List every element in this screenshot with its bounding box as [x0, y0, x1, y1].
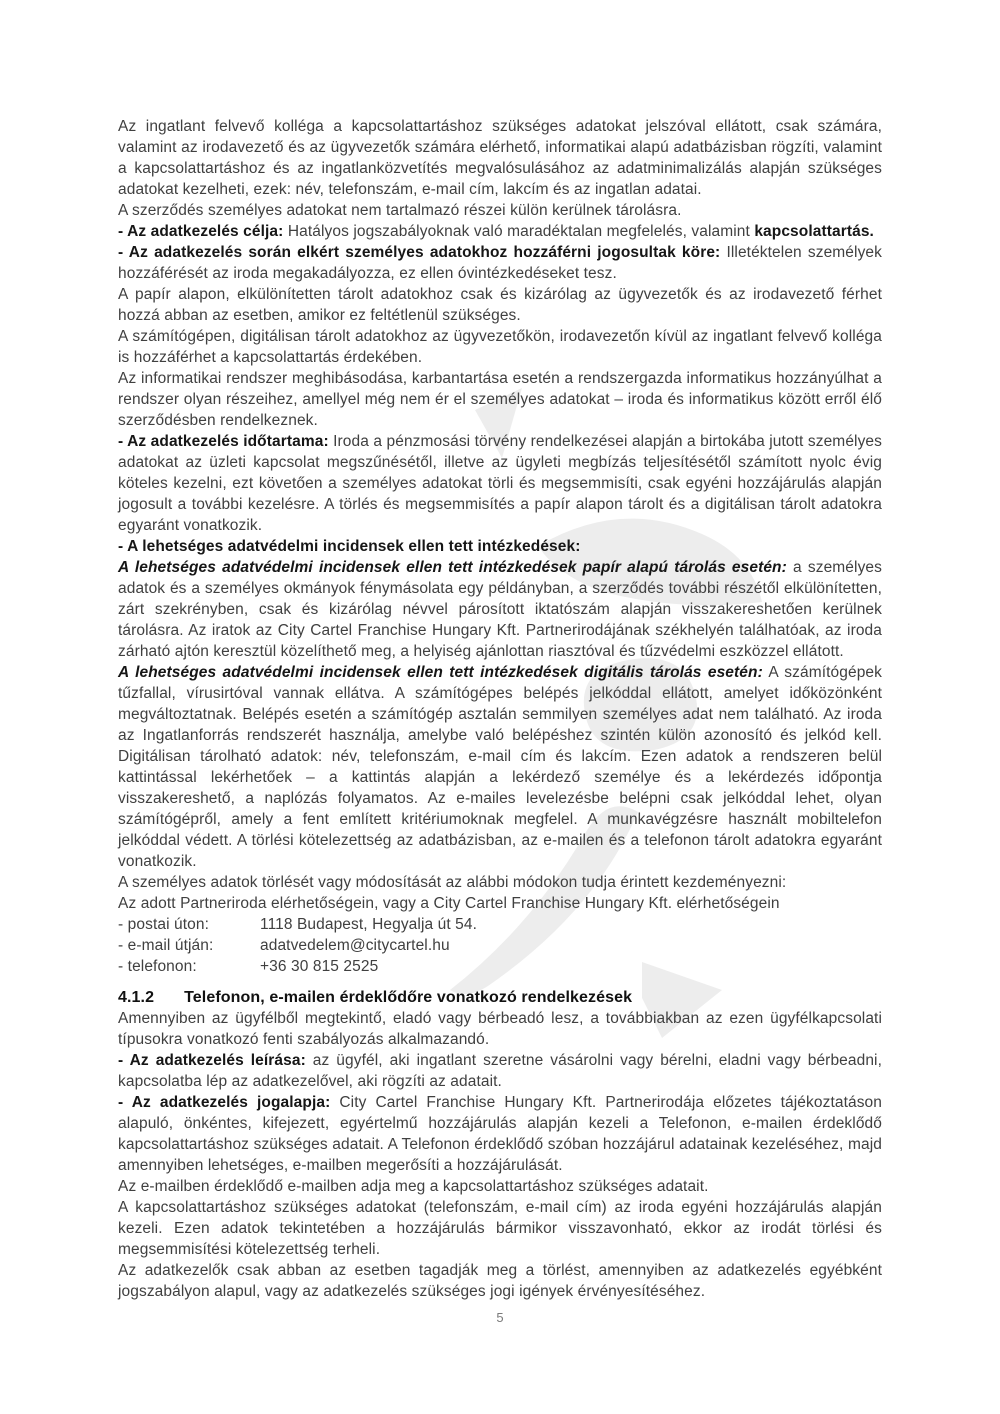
paragraph-text: Amennyiben az ügyfélből megtekintő, eladó vagy bérbeadó lesz, a továbbiakban az ezen ügyfélkapcsolati típusokra vonatkozó fenti szabályozás alkalmazandó.	[118, 1010, 882, 1048]
paragraph-text: Az informatikai rendszer meghibásodása, karbantartása esetén a rendszergazda informatikus hozzányúlhat a rendszer olyan részeihez, amellyel még nem ér el személyes adatokat – iroda és informatikus között erről élő szerződésben rendelkeznek.	[118, 370, 882, 429]
contact-row	[118, 956, 882, 977]
paragraph	[118, 221, 882, 242]
paragraph	[118, 872, 882, 893]
paragraph	[118, 116, 882, 200]
paragraph	[118, 1260, 882, 1302]
paragraph	[118, 536, 882, 557]
paragraph-text: Az adott Partneriroda elérhetőségein, vagy a City Cartel Franchise Hungary Kft. elérhetőségein	[118, 895, 780, 912]
paragraph-text: A papír alapon, elkülönítetten tárolt adatokhoz csak és kizárólag az ügyvezetők és az irodavezető férhet hozzá abban az esetben, amikor ez feltétlenül szükséges.	[118, 286, 882, 324]
contact-value: +36 30 815 2525	[260, 958, 379, 975]
paragraph-text: az ügyfél, aki ingatlant szeretne vásárolni vagy bérelni, eladni vagy bérbeadni, kapcsolatba lép az adatkezelővel, aki rögzíti az adatait.	[118, 1052, 882, 1090]
paragraph	[118, 1092, 882, 1176]
paragraph	[118, 368, 882, 431]
paragraph	[118, 662, 882, 872]
paragraph-text: Az ingatlant felvevő kolléga a kapcsolattartáshoz szükséges adatokat jelszóval ellátott, csak számára, valamint az irodavezető és az ügyvezetők számára elérhető, informatikai alapú adatbázisban rögzíti, valamint a kapcsolattartáshoz és az ingatlanközvetítés megvalósulásához az adatminimalizálás alapján szükséges adatokat kezelheti, ezek: név, telefonszám, e-mail cím, lakcím és az ingatlan adatai.	[118, 118, 882, 198]
paragraph-lead: - Az adatkezelés időtartama:	[118, 433, 329, 450]
paragraph	[118, 1176, 882, 1197]
paragraph-lead: - Az adatkezelés során elkért személyes adatokhoz hozzáférni jogosultak köre:	[118, 244, 721, 261]
paragraph-text: Illetéktelen személyek hozzáférését az iroda megakadályozza, ez ellen óvintézkedéseket tesz.	[118, 244, 882, 282]
document-body	[118, 116, 882, 1302]
paragraph	[118, 1197, 882, 1260]
contact-value: 1118 Budapest, Hegyalja út 54.	[260, 916, 477, 933]
paragraph-text: A számítógépen, digitálisan tárolt adatokhoz az ügyvezetőkön, irodavezetőn kívül az ingatlant felvevő kolléga is hozzáférhet a kapcsolattartás érdekében.	[118, 328, 882, 366]
contact-row	[118, 914, 882, 935]
paragraph-text: A személyes adatok törlését vagy módosítását az alábbi módokon tudja érintett kezdeményezni:	[118, 874, 787, 891]
paragraph-lead: A lehetséges adatvédelmi incidensek ellen tett intézkedések digitális tárolás esetén:	[118, 664, 763, 681]
paragraph-text: Az e-mailben érdeklődő e-mailben adja meg a kapcsolattartáshoz szükséges adatait.	[118, 1178, 709, 1195]
contact-value: adatvedelem@citycartel.hu	[260, 937, 450, 954]
paragraph-lead: - Az adatkezelés célja:	[118, 223, 284, 240]
paragraph-text: A kapcsolattartáshoz szükséges adatokat (telefonszám, e-mail cím) az iroda egyéni hozzájárulás alapján kezeli. Ezen adatok tekintetében a hozzájárulás bármikor visszavonható, ekkor az irodát törlési és megsemmisítési kötelezettség terheli.	[118, 1199, 882, 1258]
paragraph	[118, 242, 882, 284]
section-heading	[118, 987, 882, 1008]
paragraph-text: A számítógépek tűzfallal, vírusirtóval vannak ellátva. A számítógépes belépés jelkóddal ellátott, amelyet időközönként megváltoztatnak. Belépés esetén a számítógép asztalán semmilyen személyes adat nem található. Az iroda az Ingatlanforrás rendszerét használja, amelybe való belépéshez szintén külön azonosító és jelkód kell. Digitálisan tárolható adatok: név, telefonszám, e-mail cím és lakcím. Ezen adatok a rendszeren belül kattintással lekérhetőek – a kattintás alapján a lekérdező személye és a lekérdezés időpontja visszakereshető, a naplózás folyamatos. Az e-mailes levelezésbe belépni csak jelkóddal lehet, olyan számítógépről, amely a fent említett kritériumoknak megfelel. A munkavégzésre használt mobiltelefon jelkóddal védett. A törlési kötelezettség az adatbázisban, az e-mailen és a telefonon tárolt adatokra egyaránt vonatkozik.	[118, 664, 882, 870]
paragraph-text: a személyes adatok és a személyes okmányok fénymásolata egy példányban, a szerződés további részétől elkülönítetten, zárt szekrényben, csak és kizárólag névvel párosított iktatószám alapján visszakereshetően kerülnek tárolásra. Az iratok az City Cartel Franchise Hungary Kft. Partnerirodájának székhelyén találhatóak, az iroda zárható ajtón keresztül közelíthető meg, a helyiség ajánlottan riasztóval és tűzvédelmi eszközzel ellátott.	[118, 559, 882, 660]
paragraph	[118, 284, 882, 326]
paragraph-tail: kapcsolattartás.	[754, 223, 874, 240]
page-number: 5	[496, 1310, 504, 1325]
paragraph	[118, 557, 882, 662]
section-number: 4.1.2	[118, 989, 155, 1006]
contact-label: - telefonon:	[118, 958, 197, 975]
paragraph-spacer	[118, 977, 882, 987]
paragraph-lead: A lehetséges adatvédelmi incidensek ellen tett intézkedések papír alapú tárolás esetén:	[118, 559, 787, 576]
paragraph	[118, 431, 882, 536]
paragraph	[118, 1050, 882, 1092]
paragraph-text: Az adatkezelők csak abban az esetben tagadják meg a törlést, amennyiben az adatkezelés egyébként jogszabályon alapul, vagy az adatkezelés szükséges jogi igények érvényesítéséhez.	[118, 1262, 882, 1300]
section-title: Telefonon, e-mailen érdeklődőre vonatkozó rendelkezések	[184, 989, 633, 1006]
contact-label: - postai úton:	[118, 916, 210, 933]
paragraph	[118, 326, 882, 368]
paragraph-text: A szerződés személyes adatokat nem tartalmazó részei külön kerülnek tárolásra.	[118, 202, 682, 219]
paragraph	[118, 893, 882, 914]
paragraph-text: Hatályos jogszabályoknak való maradéktalan megfelelés, valamint	[283, 223, 755, 240]
contact-row	[118, 935, 882, 956]
contact-label: - e-mail útján:	[118, 937, 214, 954]
paragraph-text: Iroda a pénzmosási törvény rendelkezései alapján a birtokába jutott személyes adatokat az üzleti kapcsolat megszűnésétől, illetve az ügyleti megbízás teljesítésétől számított nyolc évig köteles kezelni, ezt követően a személyes adatokat törli és megsemmisíti, csak egyéni hozzájárulás alapján jogosult a további kezelésre. A törlés és megsemmisítés a papír alapon tárolt és a digitálisan tárolt adatokra egyaránt vonatkozik.	[118, 433, 882, 534]
paragraph-lead: - Az adatkezelés leírása:	[118, 1052, 306, 1069]
paragraph	[118, 200, 882, 221]
paragraph-lead: - Az adatkezelés jogalapja:	[118, 1094, 331, 1111]
paragraph-lead: - A lehetséges adatvédelmi incidensek ellen tett intézkedések:	[118, 538, 581, 555]
paragraph	[118, 1008, 882, 1050]
paragraph-text: City Cartel Franchise Hungary Kft. Partnerirodája előzetes tájékoztatáson alapuló, önkéntes, kifejezett, egyértelmű hozzájárulás alapján kezeli a Telefonon, e-mailen érdeklődő kapcsolattartáshoz szükséges adatait. A Telefonon érdeklődő szóban hozzájárul adatainak kezeléséhez, majd amennyiben lehetséges, e-mailben megerősíti a hozzájárulását.	[118, 1094, 882, 1174]
